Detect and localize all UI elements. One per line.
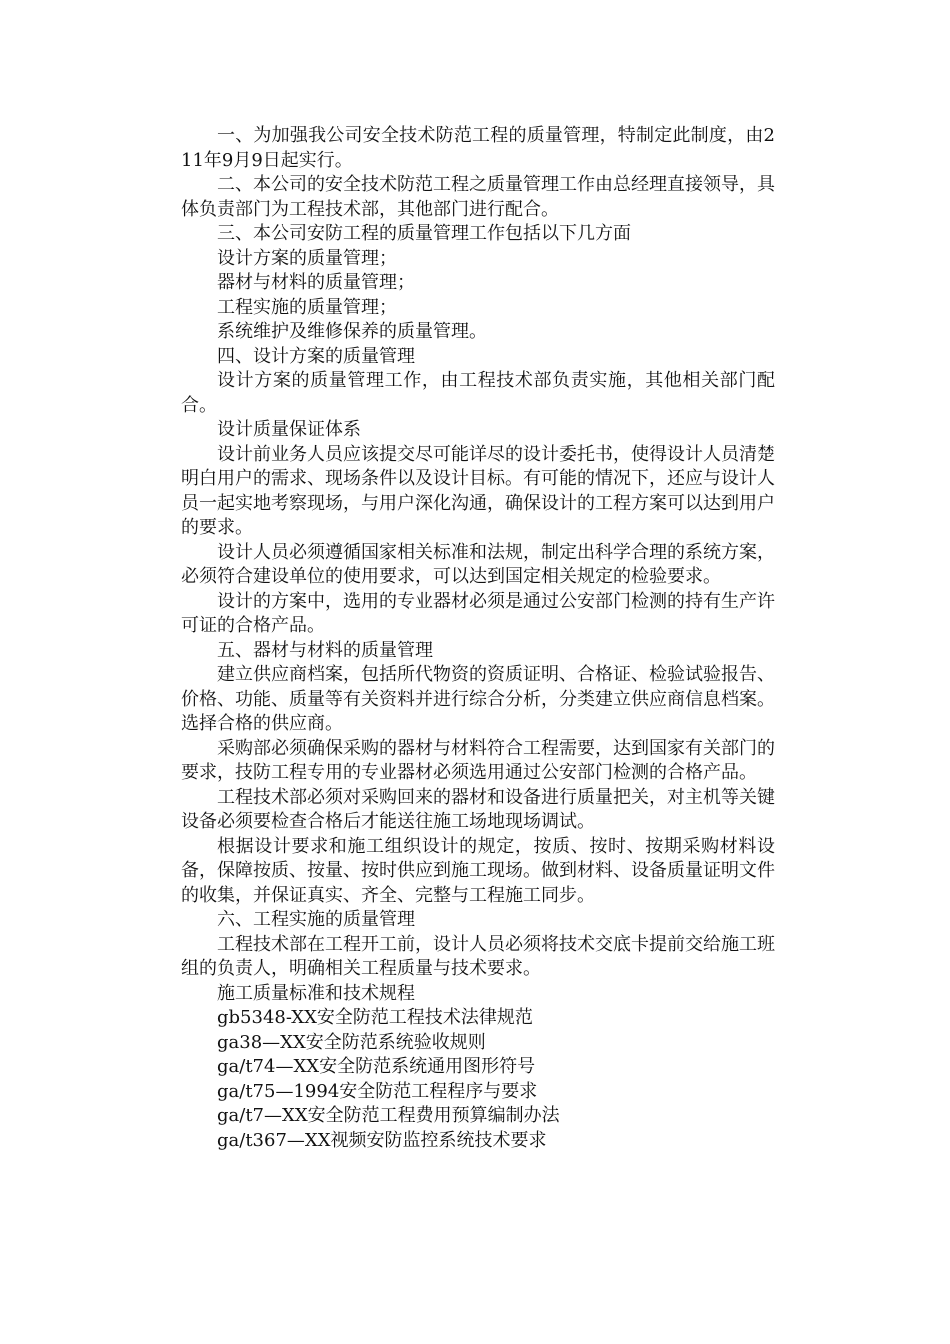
standard-item-3: ga/t74—XX安全防范系统通用图形符号: [217, 1056, 536, 1077]
document-body: [181, 124, 775, 1153]
standard-item-6: ga/t367—XX视频安防监控系统技术要求: [217, 1129, 547, 1151]
paragraph-2: 二、本公司的安全技术防范工程之质量管理工作由总经理直接领导，具体负责部门为工程技术部，其他部门进行配合。: [181, 174, 775, 220]
paragraph-7: 系统维护及维修保养的质量管理。: [217, 321, 487, 342]
paragraph-13: 设计的方案中，选用的专业器材必须是通过公安部门检测的持有生产许可证的合格产品。: [181, 590, 775, 636]
paragraph-11: 设计前业务人员应该提交尽可能详尽的设计委托书，使得设计人员清楚明白用户的需求、现场条件以及设计目标。有可能的情况下，还应与设计人员一起实地考察现场，与用户深化沟通，确保设计的工程方案可以达到用户的要求。: [181, 443, 775, 538]
standard-item-4: ga/t75—1994安全防范工程程序与要求: [217, 1080, 538, 1102]
paragraph-19: 六、工程实施的质量管理: [217, 909, 415, 930]
paragraph-3: 三、本公司安防工程的质量管理工作包括以下几方面: [217, 223, 631, 244]
paragraph-8: 四、设计方案的质量管理: [217, 345, 415, 367]
paragraph-4: 设计方案的质量管理；: [217, 247, 397, 269]
paragraph-14: 五、器材与材料的质量管理: [217, 639, 433, 661]
paragraph-15: 建立供应商档案，包括所代物资的资质证明、合格证、检验试验报告、价格、功能、质量等有关资料并进行综合分析，分类建立供应商信息档案。选择合格的供应商。: [181, 664, 775, 734]
paragraph-18: 根据设计要求和施工组织设计的规定，按质、按时、按期采购材料设备，保障按质、按量、按时供应到施工现场。做到材料、设备质量证明文件的收集，并保证真实、齐全、完整与工程施工同步。: [181, 835, 775, 906]
paragraph-6: 工程实施的质量管理；: [217, 296, 397, 318]
paragraph-5: 器材与材料的质量管理；: [217, 272, 415, 293]
paragraph-17: 工程技术部必须对采购回来的器材和设备进行质量把关，对主机等关键设备必须要检查合格后才能送往施工场地现场调试。: [181, 786, 775, 832]
standard-item-1: gb5348-XX安全防范工程技术法律规范: [217, 1007, 533, 1028]
paragraph-20: 工程技术部在工程开工前，设计人员必须将技术交底卡提前交给施工班组的负责人，明确相关工程质量与技术要求。: [181, 933, 775, 979]
paragraph-12: 设计人员必须遵循国家相关标准和法规，制定出科学合理的系统方案，必须符合建设单位的使用要求，可以达到国定相关规定的检验要求。: [181, 541, 775, 587]
paragraph-9: 设计方案的质量管理工作，由工程技术部负责实施，其他相关部门配合。: [181, 370, 775, 416]
paragraph-1: 一、为加强我公司安全技术防范工程的质量管理，特制定此制度，由211年9月9日起实行。: [181, 125, 775, 171]
paragraph-21: 施工质量标准和技术规程: [217, 982, 415, 1004]
paragraph-10: 设计质量保证体系: [217, 419, 361, 440]
standard-item-2: ga38—XX安全防范系统验收规则: [217, 1031, 486, 1053]
standard-item-5: ga/t7—XX安全防范工程费用预算编制办法: [217, 1105, 560, 1126]
paragraph-16: 采购部必须确保采购的器材与材料符合工程需要，达到国家有关部门的要求，技防工程专用的专业器材必须选用通过公安部门检测的合格产品。: [181, 737, 775, 783]
